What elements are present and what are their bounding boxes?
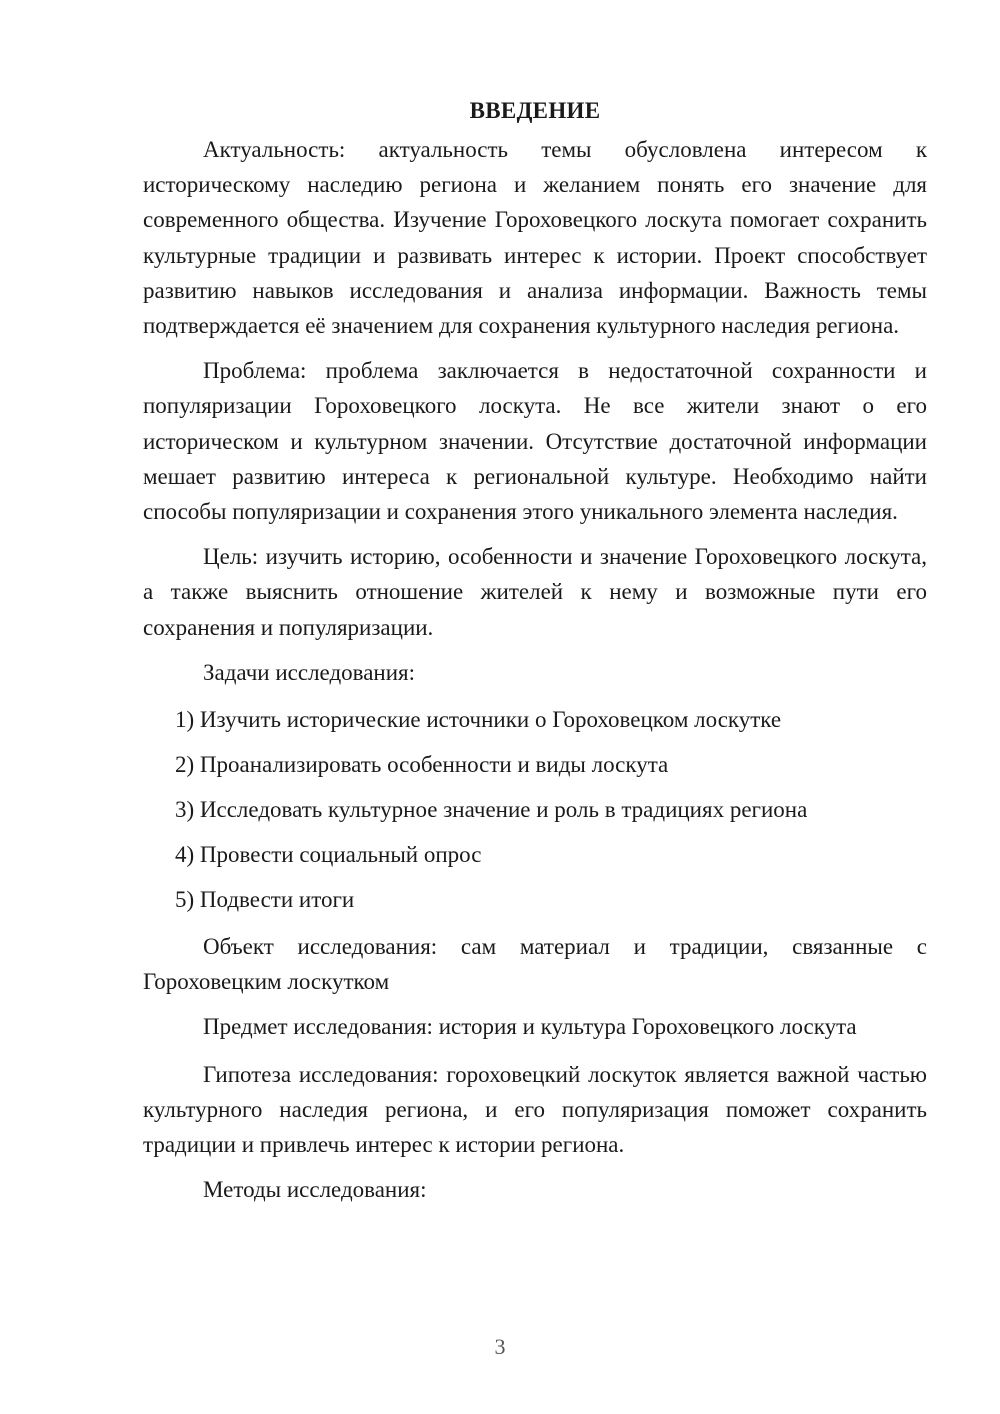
subject-paragraph: Предмет исследования: история и культура Гороховецкого лоскута [203,1014,857,1040]
task-item-2: 2) Проанализировать особенности и виды лоскута [175,752,669,778]
hypothesis-paragraph: Гипотеза исследования: гороховецкий лоскуток является важной частью культурного наследия региона, и его популяризация поможет сохранить традиции и привлечь интерес к истории региона. [143,1061,927,1158]
task-item-5: 5) Подвести итоги [175,887,355,913]
problem-paragraph: Проблема: проблема заключается в недостаточной сохранности и популяризации Гороховецкого лоскута. Не все жители знают о его историческом и культурном значении. Отсутствие достаточной информации мешает развитию интереса к региональной культуре. Необходимо найти способы популяризации и сохранения этого уникального элемента наследия. [143,358,927,525]
document-page [143,96,927,1219]
tasks-heading: Задачи исследования: [203,659,416,685]
object-paragraph: Объект исследования: сам материал и традиции, связанные с Гороховецким лоскутком [143,934,927,995]
page-title: ВВЕДЕНИЕ [469,98,601,123]
goal-paragraph: Цель: изучить историю, особенности и значение Гороховецкого лоскута, а также выяснить отношение жителей к нему и возможные пути его сохранения и популяризации. [143,544,927,640]
tasks-list [143,702,927,917]
task-item-1: 1) Изучить исторические источники о Гороховецком лоскутке [175,707,782,733]
task-item-4: 4) Провести социальный опрос [175,842,482,868]
page-number: 3 [494,1334,506,1359]
task-item-3: 3) Исследовать культурное значение и роль в традициях региона [175,797,808,823]
relevance-paragraph: Актуальность: актуальность темы обусловлена интересом к историческому наследию региона и желанием понять его значение для современного общества. Изучение Гороховецкого лоскута помогает сохранить культурные традиции и развивать интерес к истории. Проект способствует развитию навыков исследования и анализа информации. Важность темы подтверждается её значением для сохранения культурного наследия региона. [143,137,927,339]
methods-heading: Методы исследования: [203,1177,427,1203]
